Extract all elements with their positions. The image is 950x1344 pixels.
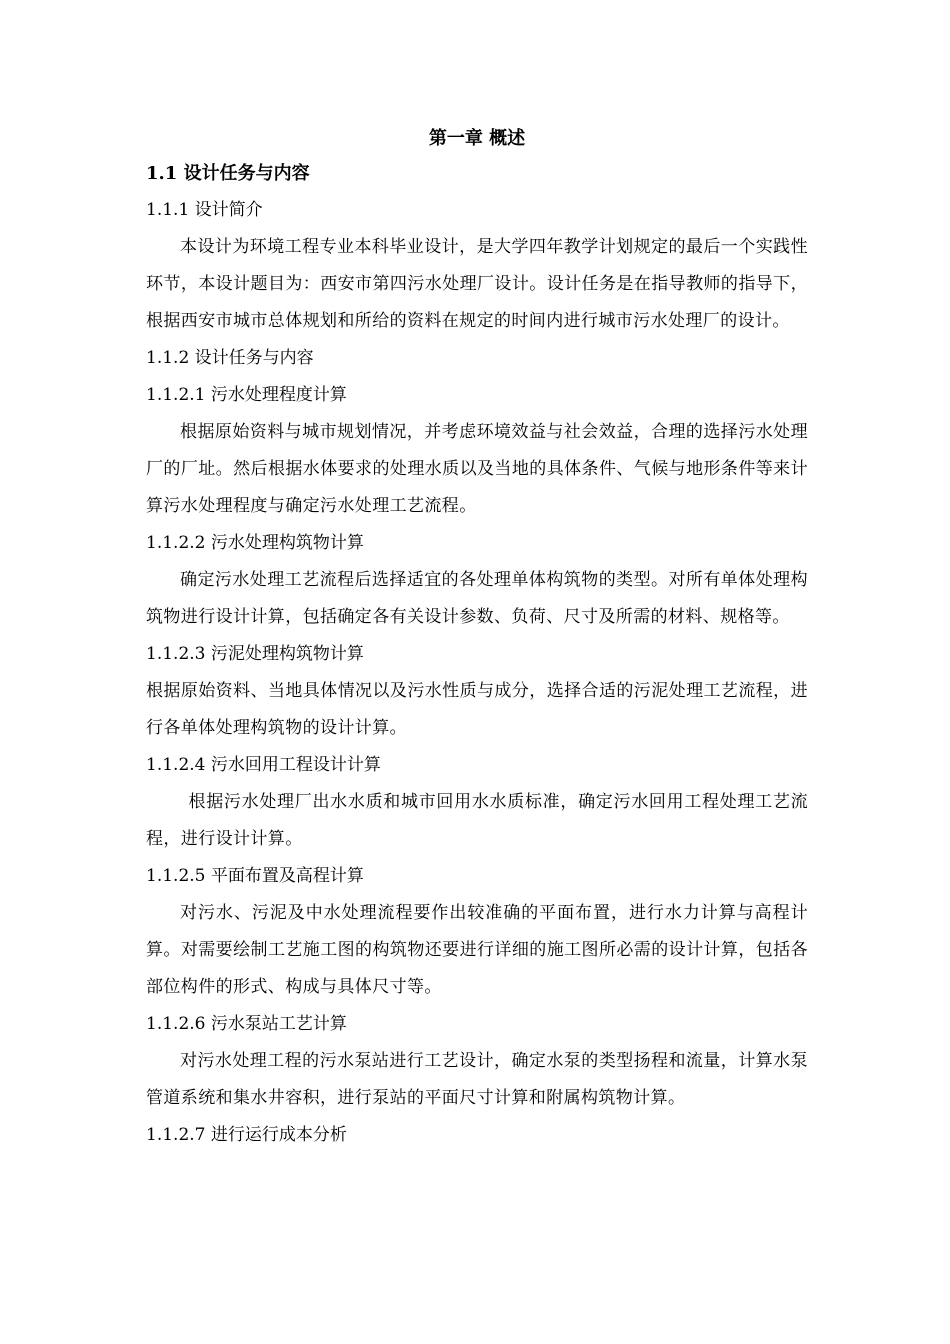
section-heading-1-1: 1.1 设计任务与内容 xyxy=(146,163,310,184)
paragraph-design-intro: 本设计为环境工程专业本科毕业设计，是大学四年教学计划规定的最后一个实践性环节，本设计题目为：西安市第四污水处理厂设计。设计任务是在指导教师的指导下，根据西安市城市总体规划和所给的资料在规定的时间内进行城市污水处理厂的设计。 xyxy=(146,237,808,331)
section-heading-1-1-2-3: 1.1.2.3 污泥处理构筑物计算 xyxy=(146,644,364,664)
section-heading-1-1-2: 1.1.2 设计任务与内容 xyxy=(146,348,314,368)
document-page xyxy=(146,122,808,1154)
section-heading-1-1-2-7: 1.1.2.7 进行运行成本分析 xyxy=(146,1125,347,1145)
section-heading-1-1-2-5: 1.1.2.5 平面布置及高程计算 xyxy=(146,866,364,886)
paragraph-layout-elevation: 对污水、污泥及中水处理流程要作出较准确的平面布置，进行水力计算与高程计算。对需要绘制工艺施工图的构筑物还要进行详细的施工图所必需的设计计算，包括各部位构件的形式、构成与具体尺寸等。 xyxy=(146,903,808,997)
paragraph-treatment-structures: 确定污水处理工艺流程后选择适宜的各处理单体构筑物的类型。对所有单体处理构筑物进行设计计算，包括确定各有关设计参数、负荷、尺寸及所需的材料、规格等。 xyxy=(146,570,808,627)
paragraph-sludge-structures: 根据原始资料、当地具体情况以及污水性质与成分，选择合适的污泥处理工艺流程，进行各单体处理构筑物的设计计算。 xyxy=(146,681,808,738)
paragraph-treatment-degree: 根据原始资料与城市规划情况，并考虑环境效益与社会效益，合理的选择污水处理厂的厂址。然后根据水体要求的处理水质以及当地的具体条件、气候与地形条件等来计算污水处理程度与确定污水处理工艺流程。 xyxy=(146,422,808,516)
section-heading-1-1-1: 1.1.1 设计简介 xyxy=(146,200,263,220)
chapter-title: 第一章 概述 xyxy=(428,128,526,149)
section-heading-1-1-2-1: 1.1.2.1 污水处理程度计算 xyxy=(146,385,347,405)
section-heading-1-1-2-4: 1.1.2.4 污水回用工程设计计算 xyxy=(146,755,381,775)
paragraph-reuse-engineering: 根据污水处理厂出水水质和城市回用水水质标准，确定污水回用工程处理工艺流程，进行设计计算。 xyxy=(146,792,808,849)
section-heading-1-1-2-6: 1.1.2.6 污水泵站工艺计算 xyxy=(146,1014,347,1034)
section-heading-1-1-2-2: 1.1.2.2 污水处理构筑物计算 xyxy=(146,533,364,553)
paragraph-pump-station: 对污水处理工程的污水泵站进行工艺设计，确定水泵的类型扬程和流量，计算水泵管道系统和集水井容积，进行泵站的平面尺寸计算和附属构筑物计算。 xyxy=(146,1051,808,1108)
